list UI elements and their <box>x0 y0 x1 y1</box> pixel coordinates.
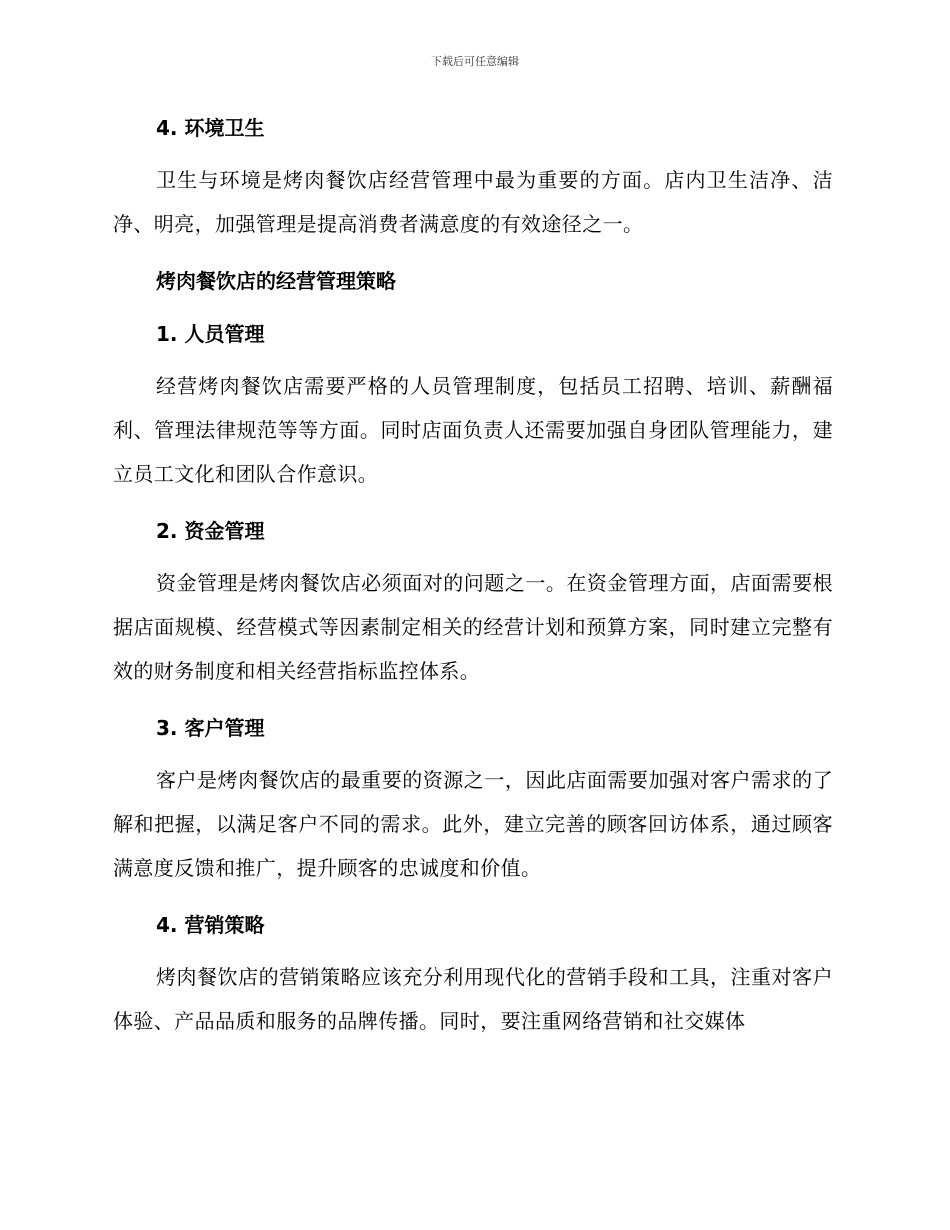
section-heading-fund-management: 2. 资金管理 <box>156 519 265 543</box>
strategy-title: 烤肉餐饮店的经营管理策略 <box>156 269 396 293</box>
section-heading-customer-management: 3. 客户管理 <box>156 716 265 740</box>
paragraph-fund-management: 资金管理是烤肉餐饮店必须面对的问题之一。在资金管理方面，店面需要根据店面规模、经营模式等因素制定相关的经营计划和预算方案，同时建立完整有效的财务制度和相关经营指标监控体系。 <box>113 571 833 683</box>
paragraph-customer-management: 客户是烤肉餐饮店的最重要的资源之一，因此店面需要加强对客户需求的了解和把握，以满足客户不同的需求。此外，建立完善的顾客回访体系，通过顾客满意度反馈和推广，提升顾客的忠诚度和价值。 <box>113 768 833 880</box>
section-heading-environment-hygiene: 4. 环境卫生 <box>156 116 265 140</box>
document-body <box>113 110 833 1043</box>
section-heading-marketing-strategy: 4. 营销策略 <box>156 913 265 937</box>
paragraph-marketing-strategy: 烤肉餐饮店的营销策略应该充分利用现代化的营销手段和工具，注重对客户体验、产品品质和服务的品牌传播。同时，要注重网络营销和社交媒体 <box>113 965 833 1033</box>
paragraph-environment-hygiene: 卫生与环境是烤肉餐饮店经营管理中最为重要的方面。店内卫生洁净、洁净、明亮，加强管理是提高消费者满意度的有效途径之一。 <box>113 168 833 236</box>
paragraph-staff-management: 经营烤肉餐饮店需要严格的人员管理制度，包括员工招聘、培训、薪酬福利、管理法律规范等等方面。同时店面负责人还需要加强自身团队管理能力，建立员工文化和团队合作意识。 <box>113 374 833 486</box>
page-header: 下载后可任意编辑 <box>431 55 519 68</box>
section-heading-staff-management: 1. 人员管理 <box>156 322 265 346</box>
